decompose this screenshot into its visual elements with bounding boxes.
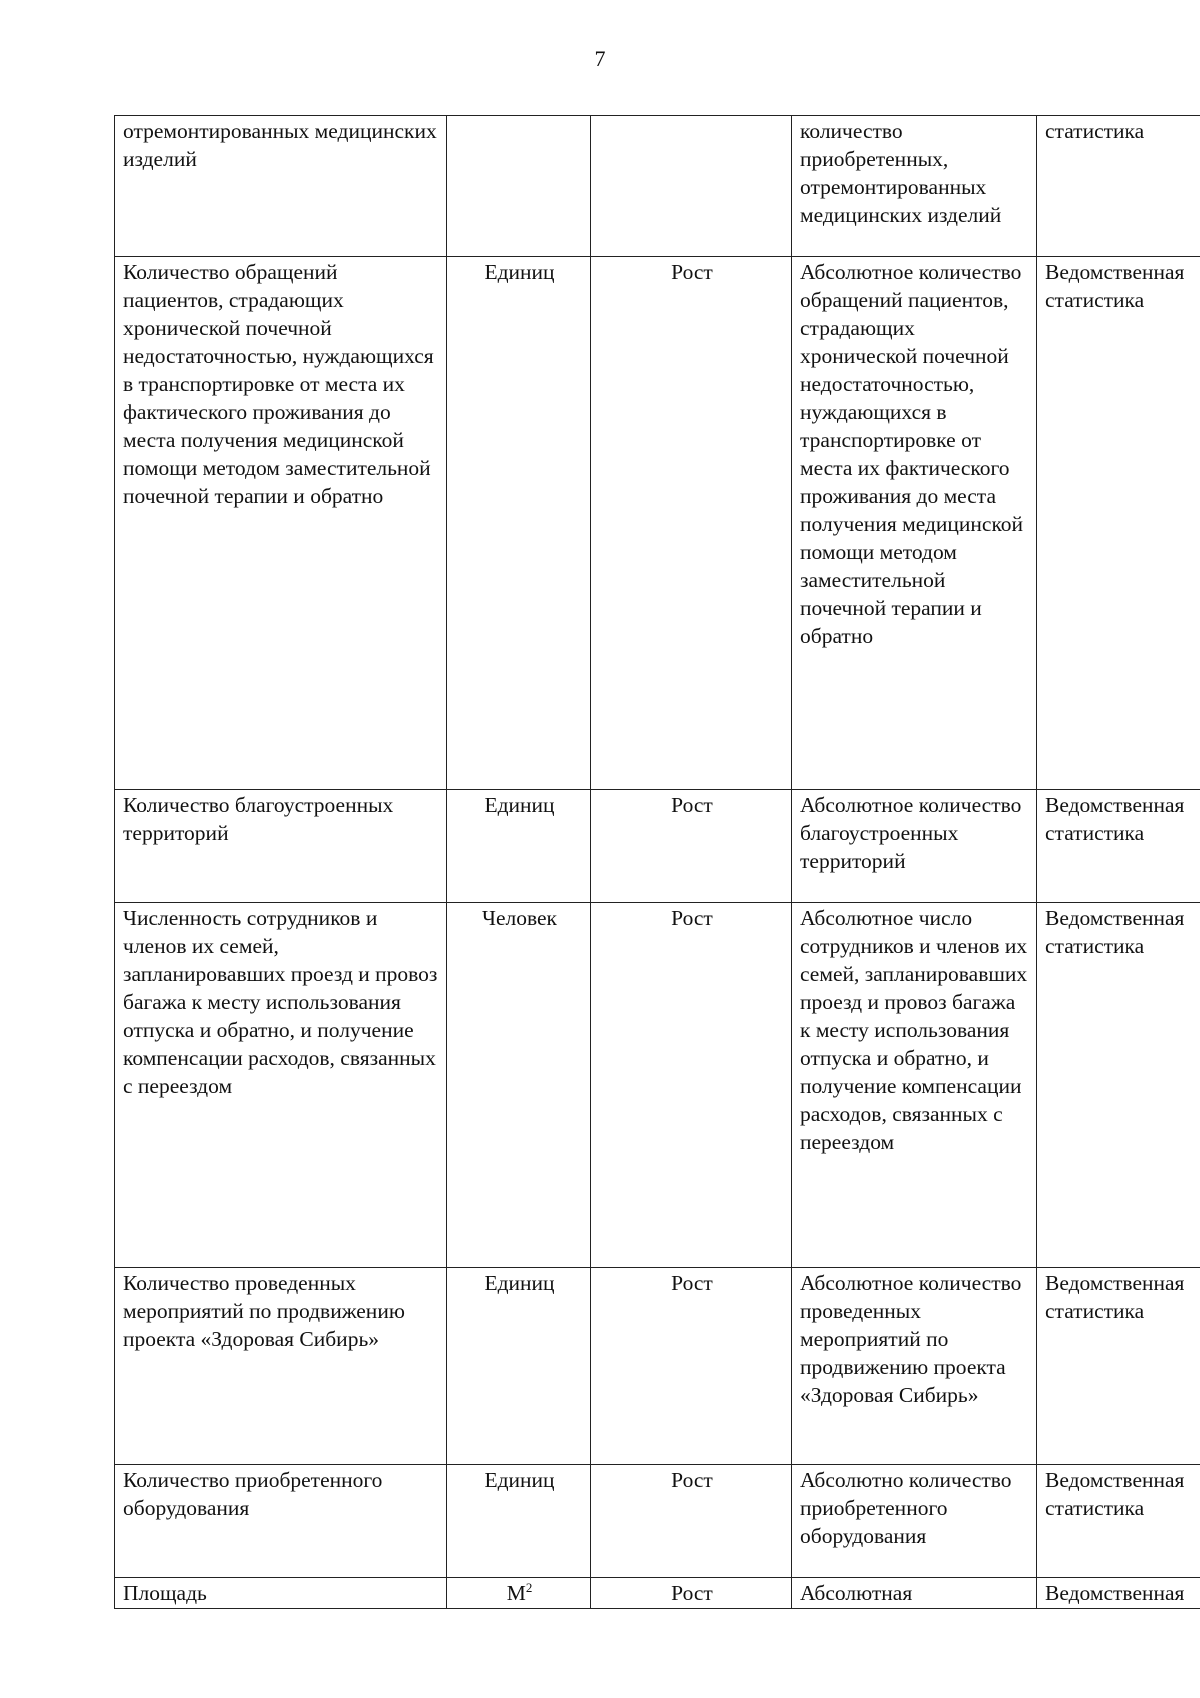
indicator-name-cell: Площадь (115, 1578, 447, 1609)
unit-cell: Единиц (447, 257, 591, 790)
trend-cell: Рост (591, 1268, 792, 1465)
method-cell: Абсолютное количество обращений пациентов, страдающих хронической почечной недостаточностью, нуждающихся в транспортировке от места их фактического проживания до места получения медицинской помощи методом заместительной почечной терапии и обратно (792, 257, 1037, 790)
source-cell: Ведомственная статистика (1037, 1465, 1200, 1578)
indicator-name-cell: отремонтированных медицинских изделий (115, 116, 447, 257)
indicator-name-cell: Численность сотрудников и членов их семей, запланировавших проезд и провоз багажа к месту использования отпуска и обратно, и получение компенсации расходов, связанных с переездом (115, 903, 447, 1268)
source-cell: Ведомственная статистика (1037, 790, 1200, 903)
table-row (115, 1268, 1200, 1465)
unit-cell: Единиц (447, 1465, 591, 1578)
method-cell: Абсолютное число сотрудников и членов их семей, запланировавших проезд и провоз багажа к месту использования отпуска и обратно, и получение компенсации расходов, связанных с переездом (792, 903, 1037, 1268)
unit-cell (447, 116, 591, 257)
source-cell: Ведомственная статистика (1037, 903, 1200, 1268)
source-cell: Ведомственная статистика (1037, 1268, 1200, 1465)
unit-cell: Человек (447, 903, 591, 1268)
source-cell: Ведомственная статистика (1037, 257, 1200, 790)
unit-cell (447, 1578, 591, 1609)
table-row (115, 1578, 1200, 1609)
unit-superscript: 2 (525, 1579, 533, 1595)
indicator-name-cell: Количество проведенных мероприятий по продвижению проекта «Здоровая Сибирь» (115, 1268, 447, 1465)
indicator-table (114, 115, 1200, 1609)
method-cell: Абсолютная (792, 1578, 1037, 1609)
indicator-name-cell: Количество приобретенного оборудования (115, 1465, 447, 1578)
method-cell: Абсолютное количество благоустроенных территорий (792, 790, 1037, 903)
unit-cell: Единиц (447, 790, 591, 903)
source-cell: статистика (1037, 116, 1200, 257)
method-cell: количество приобретенных, отремонтированных медицинских изделий (792, 116, 1037, 257)
unit-cell: Единиц (447, 1268, 591, 1465)
trend-cell: Рост (591, 1578, 792, 1609)
trend-cell (591, 116, 792, 257)
page-number: 7 (594, 46, 606, 71)
trend-cell: Рост (591, 903, 792, 1268)
trend-cell: Рост (591, 1465, 792, 1578)
table-row (115, 257, 1200, 790)
method-cell: Абсолютное количество проведенных мероприятий по продвижению проекта «Здоровая Сибирь» (792, 1268, 1037, 1465)
unit-text: М (506, 1581, 526, 1605)
table-row (115, 903, 1200, 1268)
method-cell: Абсолютно количество приобретенного оборудования (792, 1465, 1037, 1578)
table-row (115, 790, 1200, 903)
trend-cell: Рост (591, 790, 792, 903)
table-row (115, 116, 1200, 257)
table-row (115, 1465, 1200, 1578)
indicator-name-cell: Количество благоустроенных территорий (115, 790, 447, 903)
trend-cell: Рост (591, 257, 792, 790)
indicator-name-cell: Количество обращений пациентов, страдающих хронической почечной недостаточностью, нуждающихся в транспортировке от места их фактического проживания до места получения медицинской помощи методом заместительной почечной терапии и обратно (115, 257, 447, 790)
source-cell: Ведомственная (1037, 1578, 1200, 1609)
